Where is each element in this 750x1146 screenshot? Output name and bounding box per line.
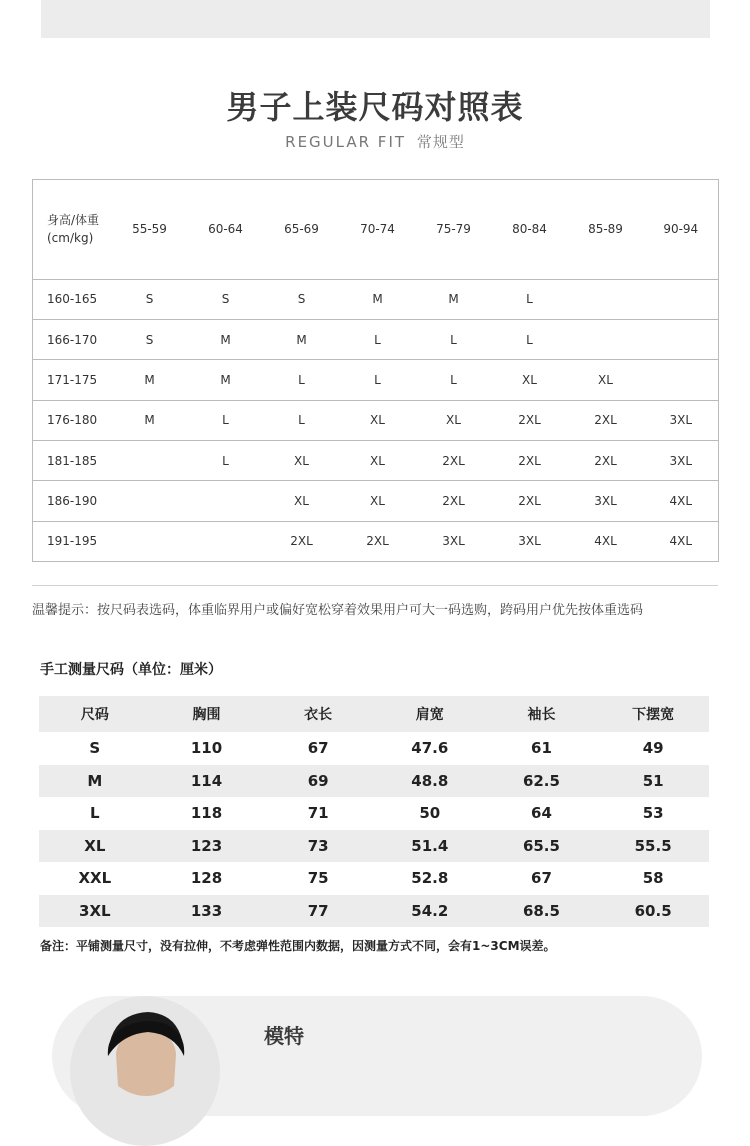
measure-cell: L bbox=[90, 804, 100, 823]
measure-cell: 114 bbox=[190, 771, 223, 790]
size-chart-row bbox=[33, 279, 719, 319]
weight-header: 85-89 bbox=[568, 180, 644, 280]
size-cell: XL bbox=[264, 440, 340, 480]
size-cell: 3XL bbox=[644, 440, 719, 480]
weight-header: 55-59 bbox=[112, 180, 188, 280]
weight-header: 90-94 bbox=[644, 180, 719, 280]
size-cell: 2XL bbox=[492, 400, 568, 440]
measure-cell: XXL bbox=[78, 869, 112, 888]
size-cell: 2XL bbox=[492, 440, 568, 480]
size-cell: M bbox=[188, 319, 264, 359]
measure-cell: S bbox=[89, 739, 101, 758]
size-cell: L bbox=[340, 360, 416, 400]
weight-header: 65-69 bbox=[264, 180, 340, 280]
size-cell: S bbox=[112, 319, 188, 359]
measure-header: 衣长 bbox=[304, 707, 333, 724]
measure-cell: 123 bbox=[190, 836, 223, 855]
height-cell: 160-165 bbox=[33, 279, 112, 319]
measure-cell: 73 bbox=[307, 836, 329, 855]
measure-cell: 110 bbox=[190, 739, 223, 758]
height-cell: 176-180 bbox=[33, 400, 112, 440]
measure-cell: 53 bbox=[642, 804, 664, 823]
size-cell bbox=[188, 521, 264, 561]
subtitle-cn: 常规型 bbox=[416, 133, 465, 151]
size-cell: 2XL bbox=[416, 481, 492, 521]
section-divider bbox=[32, 585, 718, 586]
measure-cell: M bbox=[87, 771, 103, 790]
page-title: 男子上装尺码对照表 bbox=[226, 88, 524, 126]
measure-cell: 65.5 bbox=[522, 836, 560, 855]
size-cell: 3XL bbox=[416, 521, 492, 561]
corner-line-2: (cm/kg) bbox=[47, 231, 94, 246]
model-photo bbox=[70, 996, 220, 1146]
measure-row bbox=[39, 732, 709, 764]
size-cell: XL bbox=[340, 400, 416, 440]
measure-cell: 69 bbox=[307, 771, 329, 790]
measure-cell: 60.5 bbox=[634, 901, 672, 920]
measure-title: 手工测量尺码（单位：厘米） bbox=[40, 662, 222, 678]
size-cell: 3XL bbox=[492, 521, 568, 561]
subtitle-en: REGULAR FIT bbox=[285, 133, 407, 151]
size-chart-row bbox=[33, 400, 719, 440]
size-cell: XL bbox=[264, 481, 340, 521]
measure-header-row bbox=[39, 696, 709, 732]
top-banner-strip bbox=[41, 0, 710, 38]
weight-header: 60-64 bbox=[188, 180, 264, 280]
measure-cell: 62.5 bbox=[522, 771, 560, 790]
size-cell: M bbox=[264, 319, 340, 359]
size-chart-row bbox=[33, 481, 719, 521]
measure-cell: 54.2 bbox=[411, 901, 449, 920]
size-cell: L bbox=[188, 400, 264, 440]
size-cell: 2XL bbox=[568, 440, 644, 480]
size-cell: 2XL bbox=[264, 521, 340, 561]
measure-row bbox=[39, 797, 709, 829]
size-cell: M bbox=[188, 360, 264, 400]
measure-table bbox=[39, 696, 709, 927]
weight-header: 75-79 bbox=[416, 180, 492, 280]
measure-cell: 49 bbox=[642, 739, 664, 758]
size-cell: M bbox=[416, 279, 492, 319]
size-cell: 4XL bbox=[568, 521, 644, 561]
size-cell: S bbox=[264, 279, 340, 319]
measure-header: 袖长 bbox=[527, 707, 556, 724]
height-cell: 166-170 bbox=[33, 319, 112, 359]
measure-cell: 118 bbox=[190, 804, 223, 823]
size-cell: XL bbox=[492, 360, 568, 400]
size-cell: 2XL bbox=[568, 400, 644, 440]
size-chart-row bbox=[33, 521, 719, 561]
measure-header: 肩宽 bbox=[415, 707, 444, 724]
measure-cell: 61 bbox=[531, 739, 552, 758]
size-cell: M bbox=[112, 400, 188, 440]
measure-note: 备注：平铺测量尺寸，没有拉伸，不考虑弹性范围内数据，因测量方式不同，会有1~3CM误差。 bbox=[40, 939, 556, 953]
model-portrait-icon bbox=[70, 996, 220, 1146]
size-cell: L bbox=[492, 319, 568, 359]
size-chart-corner-cell bbox=[33, 180, 112, 280]
measure-cell: 52.8 bbox=[411, 869, 449, 888]
measure-cell: 67 bbox=[307, 739, 329, 758]
height-cell: 186-190 bbox=[33, 481, 112, 521]
size-cell bbox=[568, 279, 644, 319]
size-cell: 3XL bbox=[644, 400, 719, 440]
height-cell: 181-185 bbox=[33, 440, 112, 480]
weight-header: 70-74 bbox=[340, 180, 416, 280]
size-cell: XL bbox=[340, 481, 416, 521]
measure-cell: 58 bbox=[642, 869, 664, 888]
size-cell bbox=[644, 360, 719, 400]
size-chart-table bbox=[32, 179, 719, 562]
page-subtitle bbox=[0, 131, 750, 152]
size-cell: 3XL bbox=[568, 481, 644, 521]
size-chart-header-row bbox=[33, 180, 719, 280]
size-chart-row bbox=[33, 360, 719, 400]
size-cell: 2XL bbox=[416, 440, 492, 480]
size-cell: S bbox=[112, 279, 188, 319]
size-cell: L bbox=[264, 360, 340, 400]
measure-row bbox=[39, 895, 709, 927]
measure-cell: 48.8 bbox=[411, 771, 449, 790]
measure-cell: 47.6 bbox=[411, 739, 449, 758]
measure-row bbox=[39, 765, 709, 797]
size-cell bbox=[188, 481, 264, 521]
size-cell: XL bbox=[416, 400, 492, 440]
size-cell: 4XL bbox=[644, 521, 719, 561]
size-chart-row bbox=[33, 440, 719, 480]
size-cell bbox=[568, 319, 644, 359]
measure-header: 胸围 bbox=[192, 707, 221, 724]
height-cell: 191-195 bbox=[33, 521, 112, 561]
measure-cell: XL bbox=[84, 836, 106, 855]
size-cell: L bbox=[188, 440, 264, 480]
measure-row bbox=[39, 830, 709, 862]
size-cell: XL bbox=[568, 360, 644, 400]
weight-header: 80-84 bbox=[492, 180, 568, 280]
size-cell: XL bbox=[340, 440, 416, 480]
measure-cell: 128 bbox=[190, 869, 223, 888]
size-cell bbox=[644, 319, 719, 359]
size-cell: L bbox=[492, 279, 568, 319]
size-cell bbox=[112, 481, 188, 521]
measure-cell: 68.5 bbox=[522, 901, 560, 920]
size-cell: 4XL bbox=[644, 481, 719, 521]
size-cell: M bbox=[112, 360, 188, 400]
measure-cell: 64 bbox=[531, 804, 552, 823]
measure-cell: 51.4 bbox=[411, 836, 449, 855]
size-cell: L bbox=[416, 360, 492, 400]
size-cell bbox=[644, 279, 719, 319]
size-cell: M bbox=[340, 279, 416, 319]
measure-cell: 71 bbox=[307, 804, 329, 823]
measure-row bbox=[39, 862, 709, 894]
size-cell bbox=[112, 440, 188, 480]
measure-cell: 3XL bbox=[79, 901, 111, 920]
measure-cell: 133 bbox=[190, 901, 223, 920]
measure-header: 下摆宽 bbox=[632, 707, 675, 724]
measure-cell: 50 bbox=[419, 804, 441, 823]
size-chart-row bbox=[33, 319, 719, 359]
height-cell: 171-175 bbox=[33, 360, 112, 400]
size-cell: L bbox=[416, 319, 492, 359]
measure-cell: 75 bbox=[307, 869, 329, 888]
size-cell: S bbox=[188, 279, 264, 319]
size-cell: L bbox=[340, 319, 416, 359]
measure-cell: 55.5 bbox=[634, 836, 672, 855]
measure-cell: 51 bbox=[642, 771, 664, 790]
size-cell: L bbox=[264, 400, 340, 440]
measure-cell: 77 bbox=[307, 901, 329, 920]
size-cell: 2XL bbox=[340, 521, 416, 561]
size-cell bbox=[112, 521, 188, 561]
measure-header: 尺码 bbox=[80, 707, 109, 724]
model-label: 模特 bbox=[264, 1024, 304, 1048]
measure-cell: 67 bbox=[531, 869, 552, 888]
size-tip: 温馨提示：按尺码表选码，体重临界用户或偏好宽松穿着效果用户可大一码选购，跨码用户优先按体重选码 bbox=[32, 603, 644, 618]
corner-line-1: 身高/体重 bbox=[47, 213, 100, 228]
size-cell: 2XL bbox=[492, 481, 568, 521]
